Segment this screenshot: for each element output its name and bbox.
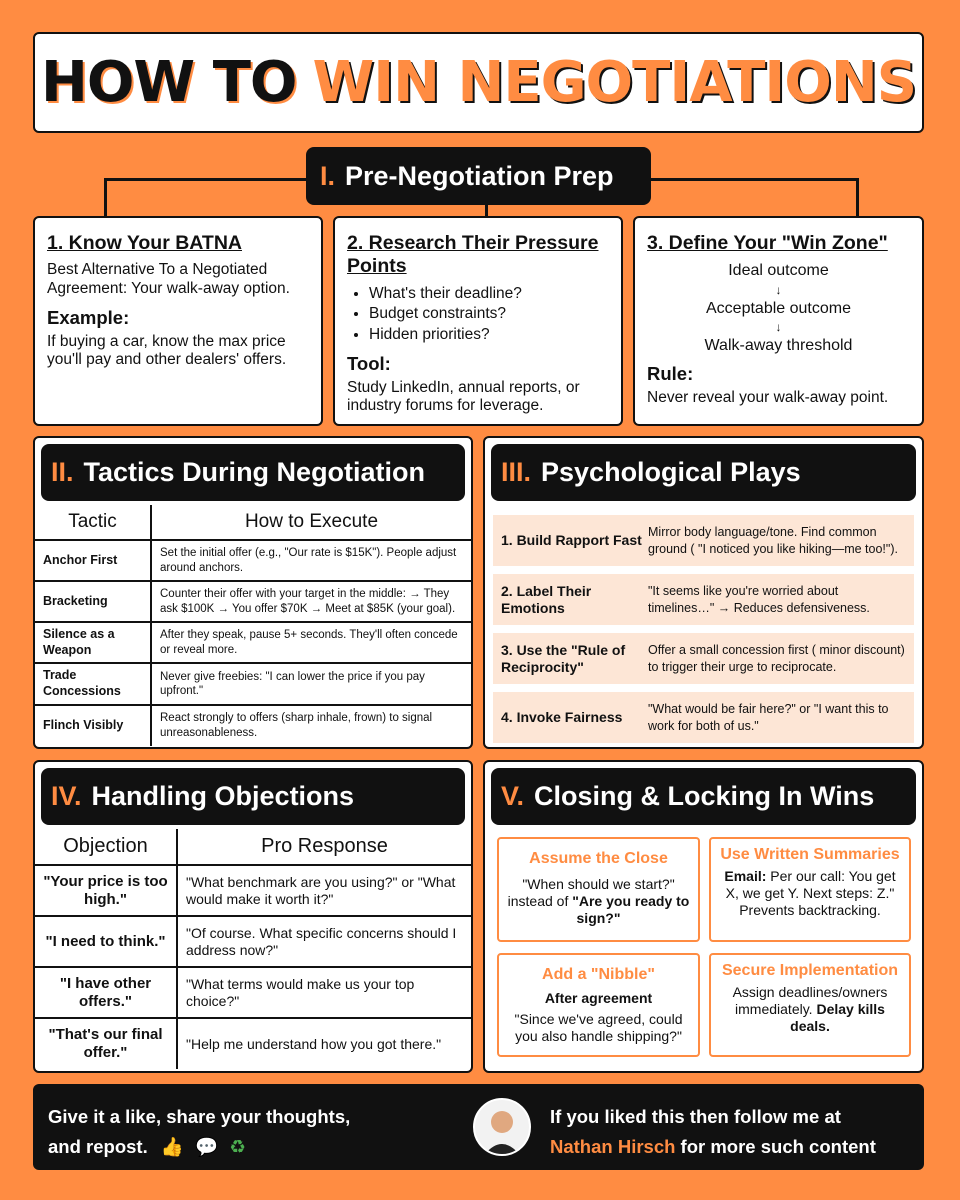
close-box-title: Assume the Close xyxy=(529,850,668,867)
section1-label: Pre-Negotiation Prep xyxy=(345,160,614,191)
tactic-desc: React strongly to offers (sharp inhale, frown) to signal unreasonableness. xyxy=(160,712,433,739)
section5-label: Closing & Locking In Wins xyxy=(534,781,875,811)
play-name: 1. Build Rapport Fast xyxy=(501,532,642,549)
connector-left xyxy=(104,178,107,218)
section5-num: V. xyxy=(501,781,525,811)
author-name[interactable]: Nathan Hirsch xyxy=(550,1135,676,1157)
close-box-text: Assign deadlines/owners immediately. xyxy=(732,984,888,1017)
arrow-down-icon: ↓ xyxy=(775,319,782,334)
list-item xyxy=(493,574,914,625)
table-row xyxy=(35,622,471,663)
section4-num: IV. xyxy=(51,781,82,811)
close-box-title: Secure Implementation xyxy=(721,962,899,979)
objection: "I have other offers." xyxy=(35,967,177,1018)
section1-header xyxy=(306,147,651,205)
close-box-body xyxy=(505,876,692,926)
table-row xyxy=(35,1018,471,1069)
objection: "Your price is too high." xyxy=(35,865,177,916)
tactic-name: Flinch Visibly xyxy=(35,705,151,746)
section5-header xyxy=(491,768,916,825)
pressure-sub-body: Study LinkedIn, annual reports, or industry forums for leverage. xyxy=(347,378,580,415)
close-box-text: Per our call: You get X, we get Y. Next steps: Z." Prevents backtracking. xyxy=(725,868,896,918)
footer-cta xyxy=(48,1102,350,1161)
batna-sub-body: If buying a car, know the max price you'll pay and other dealers' offers. xyxy=(47,332,287,369)
title-part1: HOW TO xyxy=(40,50,297,115)
objection: "I need to think." xyxy=(35,916,177,967)
footer-follow-rest: for more such content xyxy=(675,1135,876,1157)
pressure-sub-label: Tool: xyxy=(347,352,391,374)
winzone-sub-body: Never reveal your walk-away point. xyxy=(647,389,889,407)
close-box-bold: Delay kills deals. xyxy=(790,1000,885,1034)
batna-body: Best Alternative To a Negotiated Agreement: Your walk-away option. xyxy=(47,261,290,297)
table-row xyxy=(35,663,471,704)
objections-table xyxy=(35,829,471,1069)
close-box-text: "Since we've agreed, could you also handle shipping?" xyxy=(514,1010,683,1044)
thumbs-up-icon: 👍 xyxy=(160,1135,184,1157)
play-name: 3. Use the "Rule of Reciprocity" xyxy=(501,642,626,675)
close-box-nibble xyxy=(497,953,700,1057)
close-box-bold: Email: xyxy=(724,868,767,885)
tactic-name: Silence as a Weapon xyxy=(35,622,151,663)
section2-num: II. xyxy=(51,457,74,487)
tactics-section xyxy=(33,436,473,749)
section2-label: Tactics During Negotiation xyxy=(83,457,426,487)
tactic-desc: Set the initial offer (e.g., "Our rate is $15K"). People adjust around anchors. xyxy=(151,540,471,581)
table-header-row xyxy=(35,829,471,865)
response: "Of course. What specific concerns should I address now?" xyxy=(177,916,471,967)
section4-label: Handling Objections xyxy=(91,781,355,811)
pressure-card xyxy=(333,216,623,426)
list-item: • What's their deadline? xyxy=(369,285,609,304)
table-row xyxy=(35,865,471,916)
play-desc: "What would be fair here?" or "I want this to work for both of us." xyxy=(648,702,889,733)
section3-num: III. xyxy=(501,457,532,487)
tactic-desc: Never give freebies: "I can lower the price if you pay upfront." xyxy=(151,663,471,704)
close-box-title: Add a "Nibble" xyxy=(542,966,655,983)
footer-follow xyxy=(550,1102,876,1161)
tactic-desc: Counter their offer with your target in the middle: → They ask $100K → You offer $70K → Meet at $85K (your goal). xyxy=(151,581,471,622)
close-box-assume xyxy=(497,837,700,942)
footer-follow-line2 xyxy=(550,1132,876,1162)
close-box-summaries xyxy=(709,837,911,942)
pressure-title: 2. Research Their Pressure Points xyxy=(347,232,599,278)
recycle-icon: ♻ xyxy=(229,1135,246,1157)
page-title xyxy=(33,32,924,133)
list-item xyxy=(493,515,914,566)
title-part2: WIN NEGOTIATIONS xyxy=(312,50,917,115)
play-desc: Offer a small concession first ( minor discount) to trigger their urge to reciprocate. xyxy=(648,643,905,674)
table-header: Objection xyxy=(35,829,177,865)
section1-num: I. xyxy=(320,160,336,191)
play-name: 4. Invoke Fairness xyxy=(501,709,623,726)
table-header: Tactic xyxy=(35,505,151,540)
close-box-bold: "Are you ready to sign?" xyxy=(572,892,690,926)
arrow-down-icon: ↓ xyxy=(775,282,782,297)
section2-header xyxy=(41,444,465,501)
close-box-text: "When should we start?" instead of xyxy=(507,876,675,909)
table-row xyxy=(35,581,471,622)
table-header-row xyxy=(35,505,471,540)
play-desc: Mirror body language/tone. Find common ground ( "I noticed you like hiking—me too!"). xyxy=(648,525,898,556)
winzone-sub-label: Rule: xyxy=(647,362,694,384)
footer xyxy=(33,1084,924,1170)
response: "What terms would make us your top choice?" xyxy=(177,967,471,1018)
tactic-name: Trade Concessions xyxy=(35,663,151,704)
objection: "That's our final offer." xyxy=(35,1018,177,1069)
winzone-step: Acceptable outcome xyxy=(706,299,851,317)
response: "Help me understand how you got there." xyxy=(186,1035,442,1052)
tactic-desc: After they speak, pause 5+ seconds. They'll often concede or reveal more. xyxy=(151,622,471,663)
section3-header xyxy=(491,444,916,501)
close-box-bold: After agreement xyxy=(544,990,653,1007)
close-box-title: Use Written Summaries xyxy=(720,846,900,863)
list-item xyxy=(493,692,914,743)
tactic-name: Bracketing xyxy=(35,581,151,622)
batna-title: 1. Know Your BATNA xyxy=(47,232,242,254)
table-row xyxy=(35,967,471,1018)
footer-cta-line1: Give it a like, share your thoughts, xyxy=(48,1106,351,1127)
table-row xyxy=(35,705,471,746)
winzone-step: Walk-away threshold xyxy=(704,336,853,354)
batna-sub-label: Example: xyxy=(47,306,130,328)
tactic-name: Anchor First xyxy=(35,540,151,581)
play-desc: "It seems like you're worried about timelines…" → Reduces defensiveness. xyxy=(648,584,870,615)
play-name: 2. Label Their Emotions xyxy=(501,583,592,616)
winzone-card xyxy=(633,216,924,426)
pressure-list xyxy=(369,285,609,345)
footer-cta-line2-wrap xyxy=(48,1132,350,1162)
section4-header xyxy=(41,768,465,825)
tactics-table xyxy=(35,505,471,746)
winzone-title: 3. Define Your "Win Zone" xyxy=(647,232,888,254)
section3-label: Psychological Plays xyxy=(541,457,801,487)
footer-cta-line2: and repost. xyxy=(48,1135,148,1157)
close-box-implementation xyxy=(709,953,911,1057)
response: "What benchmark are you using?" or "What would make it worth it?" xyxy=(177,865,471,916)
objections-section xyxy=(33,760,473,1073)
psychological-section xyxy=(483,436,924,749)
list-item: • Hidden priorities? xyxy=(369,326,609,345)
footer-follow-line1: If you liked this then follow me at xyxy=(550,1106,841,1127)
connector-right xyxy=(856,178,859,218)
avatar xyxy=(473,1098,531,1156)
speech-bubble-icon: 💬 xyxy=(195,1135,219,1157)
table-row xyxy=(35,540,471,581)
table-header: Pro Response xyxy=(177,829,471,865)
winzone-step: Ideal outcome xyxy=(728,262,829,280)
list-item xyxy=(493,633,914,684)
table-row xyxy=(35,916,471,967)
table-header: How to Execute xyxy=(151,505,471,540)
close-box-body xyxy=(717,984,903,1034)
batna-card xyxy=(33,216,323,426)
close-box-body xyxy=(717,868,903,918)
list-item: • Budget constraints? xyxy=(369,305,609,324)
